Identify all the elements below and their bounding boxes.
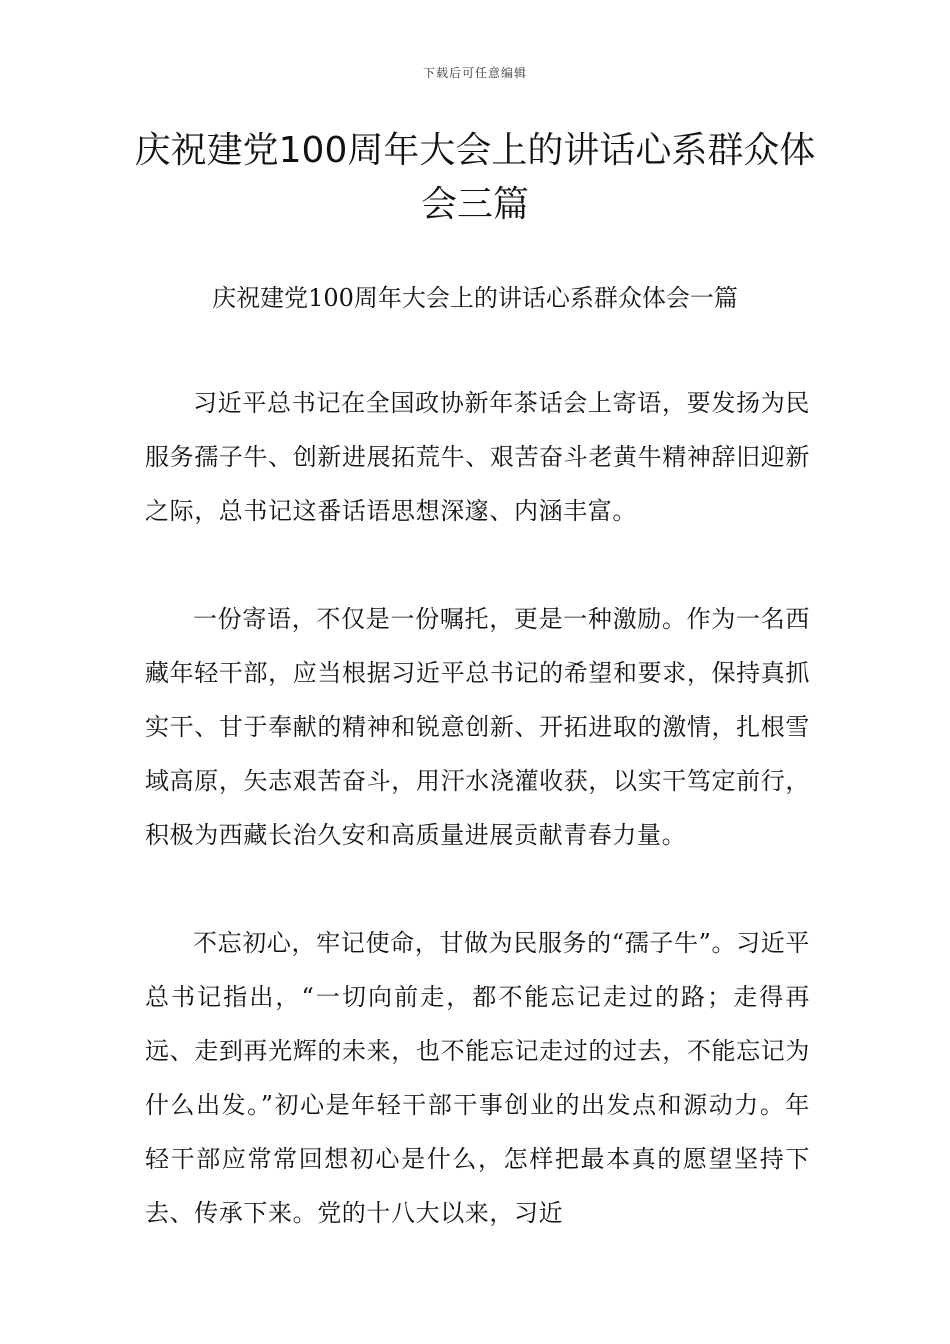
paragraph-2: 一份寄语，不仅是一份嘱托，更是一种激励。作为一名西藏年轻干部，应当根据习近平总书记的希望和要求，保持真抓实干、甘于奉献的精神和锐意创新、开拓进取的激情，扎根雪域高原，矢志艰苦奋斗，用汗水浇灌收获，以实干笃定前行，积极为西藏长治久安和高质量进展贡献青春力量。 (145, 605, 810, 849)
paragraph-1: 习近平总书记在全国政协新年茶话会上寄语，要发扬为民服务孺子牛、创新进展拓荒牛、艰苦奋斗老黄牛精神辞旧迎新之际，总书记这番话语思想深邃、内涵丰富。 (145, 389, 810, 525)
document-body (145, 376, 810, 1294)
paragraph-3: 不忘初心，牢记使命，甘做为民服务的“孺子牛”。习近平总书记指出，“一切向前走，都不能忘记走过的路；走得再远、走到再光辉的未来，也不能忘记走过的过去，不能忘记为什么出发。”初心是年轻干部干事创业的出发点和源动力。年轻干部应常常回想初心是什么，怎样把最本真的愿望坚持下去、传承下来。党的十八大以来，习近 (145, 929, 810, 1227)
document-title: 庆祝建党100周年大会上的讲话心系群众体会三篇 (134, 130, 816, 225)
header-note: 下载后可任意编辑 (422, 66, 527, 80)
section-title: 庆祝建党100周年大会上的讲话心系群众体会一篇 (212, 284, 738, 312)
